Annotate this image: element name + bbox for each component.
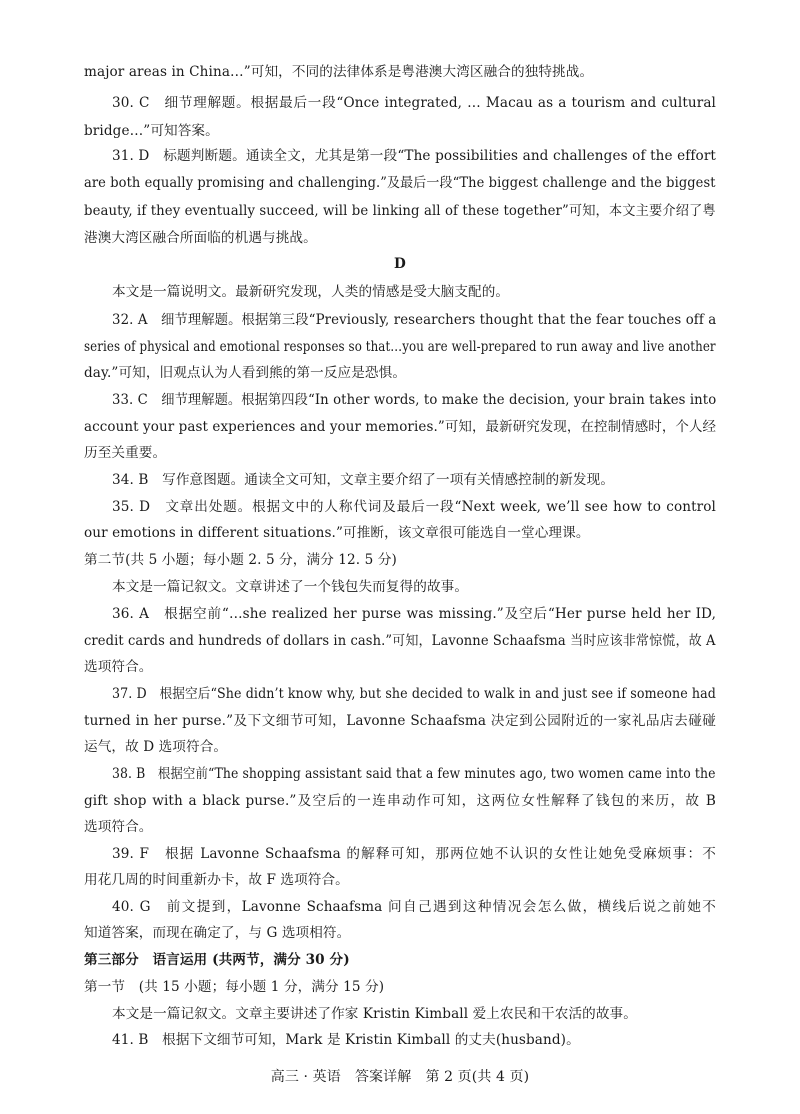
answer-35-line: 35. D 文章出处题。根据文中的人称代词及最后一段“Next week, we’ll see how to control xyxy=(112,499,716,515)
text-line: 历至关重要。 xyxy=(84,445,167,461)
part-3-heading: 第三部分 语言运用 (共两节，满分 30 分) xyxy=(84,952,350,968)
text-line: 选项符合。 xyxy=(84,659,153,675)
passage-intro: 本文是一篇说明文。最新研究发现，人类的情感是受大脑支配的。 xyxy=(112,284,510,300)
answer-34-line: 34. B 写作意图题。通读全文可知，文章主要介绍了一项有关情感控制的新发现。 xyxy=(112,472,615,488)
answer-31-line: 31. D 标题判断题。通读全文，尤其是第一段“The possibilities and challenges of the effort xyxy=(112,148,716,164)
page-footer: 高三 · 英语 答案详解 第 2 页(共 4 页) xyxy=(270,1069,530,1085)
text-line: 选项符合。 xyxy=(84,819,153,835)
passage-intro: 本文是一篇记叙文。文章主要讲述了作家 Kristin Kimball 爱上农民和干农活的故事。 xyxy=(112,1006,637,1022)
answer-39-line: 39. F 根据 Lavonne Schaafsma 的解释可知，那两位她不认识的女性让她免受麻烦事：不 xyxy=(112,846,716,862)
section-1-heading: 第一节 (共 15 小题；每小题 1 分，满分 15 分) xyxy=(84,979,385,995)
text-line: series of physical and emotional responses so that…you are well-prepared to run away and live another xyxy=(84,339,716,355)
passage-intro: 本文是一篇记叙文。文章讲述了一个钱包失而复得的故事。 xyxy=(112,579,469,595)
text-line: beauty, if they eventually succeed, will be linking all of these together”可知，本文主要介绍了粤 xyxy=(84,203,716,219)
text-line: bridge…”可知答案。 xyxy=(84,123,219,139)
answer-32-line: 32. A 细节理解题。根据第三段“Previously, researchers thought that the fear touches off a xyxy=(112,312,717,328)
answer-33-line: 33. C 细节理解题。根据第四段“In other words, to make the decision, your brain takes into xyxy=(112,392,717,408)
text-line: account your past experiences and your memories.”可知，最新研究发现，在控制情感时，个人经 xyxy=(84,419,717,435)
answer-37-line: 37. D 根据空后“She didn’t know why, but she decided to walk in and just see if someone had xyxy=(112,686,716,702)
answer-41-line: 41. B 根据下文细节可知，Mark 是 Kristin Kimball 的丈夫(husband)。 xyxy=(112,1032,580,1048)
answer-40-line: 40. G 前文提到，Lavonne Schaafsma 问自己遇到这种情况会怎么做，横线后说之前她不 xyxy=(112,899,716,915)
text-line: credit cards and hundreds of dollars in cash.”可知，Lavonne Schaafsma 当时应该非常惊慌，故 A xyxy=(84,633,716,649)
section-2-heading: 第二节(共 5 小题；每小题 2. 5 分，满分 12. 5 分) xyxy=(84,552,397,568)
text-line: turned in her purse.”及下文细节可知，Lavonne Schaafsma 决定到公园附近的一家礼品店去碰碰 xyxy=(84,713,716,729)
answer-38-line: 38. B 根据空前“The shopping assistant said that a few minutes ago, two women came into the xyxy=(112,766,716,782)
text-line: 知道答案，而现在确定了，与 G 选项相符。 xyxy=(84,925,351,941)
text-line: gift shop with a black purse.”及空后的一连串动作可知，这两位女性解释了钱包的来历，故 B xyxy=(84,793,716,809)
answer-30-line: 30. C 细节理解题。根据最后一段“Once integrated, … Macau as a tourism and cultural xyxy=(112,95,716,111)
text-line: 用花几周的时间重新办卡，故 F 选项符合。 xyxy=(84,872,349,888)
text-line: are both equally promising and challenging.”及最后一段“The biggest challenge and the biggest xyxy=(84,175,716,191)
text-line: 港澳大湾区融合所面临的机遇与挑战。 xyxy=(84,230,317,246)
text-line: day.”可知，旧观点认为人看到熊的第一反应是恐惧。 xyxy=(84,365,407,381)
answer-36-line: 36. A 根据空前“…she realized her purse was missing.”及空后“Her purse held her ID, xyxy=(112,606,716,622)
text-line: our emotions in different situations.”可推断，该文章很可能选自一堂心理课。 xyxy=(84,525,590,541)
text-line: major areas in China…”可知，不同的法律体系是粤港澳大湾区融合的独特挑战。 xyxy=(84,64,594,80)
text-line: 运气，故 D 选项符合。 xyxy=(84,739,228,755)
section-heading-d: D xyxy=(394,256,406,272)
